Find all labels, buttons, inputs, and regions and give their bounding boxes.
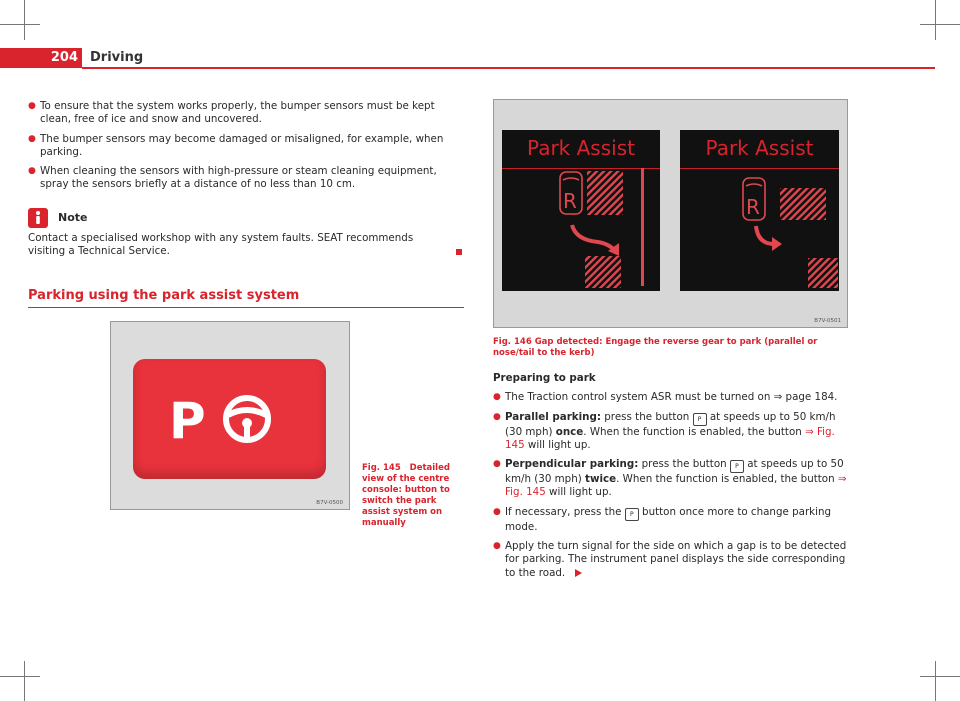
crop-mark <box>24 0 25 40</box>
list-item: ● To ensure that the system works properly, the bumper sensors must be kept clean, free of ice and snow and uncovered. <box>28 100 435 126</box>
bullet-icon: ● <box>493 411 501 422</box>
display-panel-right <box>680 130 839 291</box>
bullet-icon: ● <box>493 506 501 517</box>
figure-code: B7V-0500 <box>316 500 343 506</box>
park-assist-key-icon: P <box>693 413 707 426</box>
crop-mark <box>0 676 40 677</box>
figure-code: B7V-0501 <box>814 318 841 324</box>
figure-146-caption: Fig. 146 Gap detected: Engage the reverse gear to park (parallel or nose/tail to the kerb) <box>493 337 818 358</box>
figure-145 <box>110 321 350 510</box>
list-item: ● The Traction control system ASR must be turned on ⇒ page 184. <box>493 391 838 404</box>
perpendicular-parking-diagram <box>680 130 839 291</box>
note-title: Note <box>58 211 88 225</box>
bullet-icon: ● <box>28 166 36 177</box>
park-assist-key-icon: P <box>730 460 744 473</box>
svg-text:R: R <box>563 189 577 213</box>
left-column <box>28 100 464 258</box>
crop-mark <box>935 0 936 40</box>
end-mark-icon <box>456 249 462 255</box>
crop-mark <box>0 24 40 25</box>
continue-arrow-icon <box>575 569 582 577</box>
bullet-icon: ● <box>493 541 501 552</box>
park-assist-key-icon: P <box>625 508 639 521</box>
figure-145-caption: Fig. 145 Detailed view of the centre console: button to switch the park assist system on manually <box>362 463 450 528</box>
bullet-icon: ● <box>28 133 36 144</box>
crop-mark <box>24 661 25 701</box>
crop-mark <box>920 24 960 25</box>
info-icon <box>28 208 48 228</box>
button-letter: P <box>169 392 206 450</box>
right-column <box>493 360 853 586</box>
list-item: ● The bumper sensors may become damaged or misaligned, for example, when parking. <box>28 132 444 158</box>
list-item: ● Parallel parking: press the button P at speeds up to 50 km/h (30 mph) once. When the function is enabled, the button ⇒ Fig. 145 will light up. <box>493 410 836 451</box>
list-item: ● When cleaning the sensors with high-pressure or steam cleaning equipment, spray the sensors briefly at a distance of no less than 10 cm. <box>28 165 437 191</box>
note-heading <box>28 208 464 228</box>
bullet-icon: ● <box>28 101 36 111</box>
bullet-icon: ● <box>493 459 501 470</box>
display-title: Park Assist <box>527 136 635 160</box>
figure-146 <box>493 99 848 328</box>
park-assist-button <box>133 359 326 479</box>
page-title: Driving <box>90 50 144 65</box>
subhead: Preparing to park <box>493 372 596 384</box>
crop-mark <box>935 661 936 701</box>
park-assist-icon <box>169 391 289 451</box>
section-rule <box>28 307 464 308</box>
svg-text:R: R <box>746 195 760 219</box>
display-panel-left <box>502 130 660 291</box>
list-item: ● Apply the turn signal for the side on which a gap is to be detected for parking. The instrument panel displays the side corresponding to the road. <box>493 540 847 579</box>
list-item: ● If necessary, press the P button once more to change parking mode. <box>493 505 832 533</box>
header-rule <box>82 67 935 69</box>
parallel-parking-diagram <box>502 130 660 291</box>
display-title: Park Assist <box>705 136 814 160</box>
crop-mark <box>920 676 960 677</box>
section-title: Parking using the park assist system <box>28 288 300 303</box>
list-item: ● Perpendicular parking: press the button P at speeds up to 50 km/h (30 mph) twice. When the function is enabled, the button ⇒ Fig. 145 will light up. <box>493 458 847 499</box>
bullet-icon: ● <box>493 392 501 403</box>
note-text: Contact a specialised workshop with any system faults. SEAT recommends visiting a Technical Service. <box>28 231 414 258</box>
page-number: 204 <box>0 48 82 68</box>
